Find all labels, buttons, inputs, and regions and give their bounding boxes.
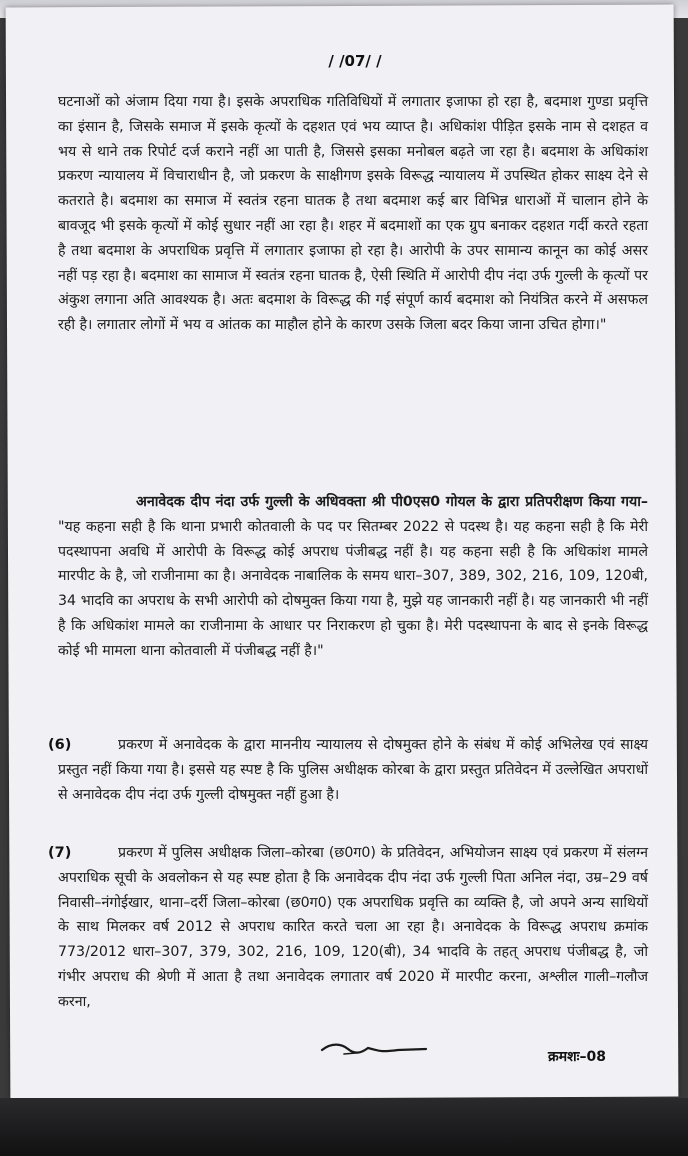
paragraph-6: प्रकरण में अनावेदक के द्वारा माननीय न्यायालय से दोषमुक्त होने के संबंध में कोई अभिलेख एवं साक्ष्य प्रस्तुत नहीं किया गया है। इससे यह स्पष्ट है कि पुलिस अधीक्षक कोरबा के द्वारा प्रस्तुत प्रतिवेदन में उल्लेखित अपराधों से अनावेदक दीप नंदा उर्फ गुल्ली दोषमुक्त नहीं हुआ है। [58, 737, 648, 803]
paragraph-2-body: "यह कहना सही है कि थाना प्रभारी कोतवाली के पद पर सितम्बर 2022 से पदस्थ है। यह कहना सही है कि मेरी पदस्थापना अवधि में आरोपी के विरूद्ध कोई अपराध पंजीबद्ध नहीं है। यह कहना सही है कि अधिकांश मामले मारपीट के है, जो राजीनामा का है। अनावेदक नाबालिक के समय धारा–307, 389, 302, 216, 109, 120बी, 34 भादवि का अपराध के सभी आरोपी को दोषमुक्त किया गया है, मुझे यह जानकारी नहीं है। यह जानकारी भी नहीं है कि अधिकांश मामले का राजीनामा के आधार पर निराकरण हो चुका है। मेरी पदस्थापना के बाद से इनके विरूद्ध कोई भी मामला थाना कोतवाली में पंजीबद्ध नहीं है।" [58, 518, 648, 659]
paragraph-1: घटनाओं को अंजाम दिया गया है। इसके अपराधिक गतिविधियों में लगातार इजाफा हो रहा है, बदमाश गुण्डा प्रवृत्ति का इंसान है, जिसके समाज में इसके कृत्यों के दहशत एवं भय व्याप्त है। अधिकांश पीड़ित इसके नाम से दशहत व भय से थाने तक रिपोर्ट दर्ज कराने नहीं आ पाती है, जिससे इसका मनोबल बढ़ते जा रहा है। बदमाश के अधिकांश प्रकरण न्यायालय में विचाराधीन है, जो प्रकरण के साक्षीगण इसके विरूद्ध न्यायालय में उपस्थित होकर साक्ष्य देने से कतराते है। बदमाश का समाज में स्वतंत्र रहना घातक है तथा बदमाश कई बार विभिन्न धाराओं में चालान होने के बावजूद भी इसके कृत्यों में कोई सुधार नहीं आ रहा है। शहर में बदमाशों का एक ग्रुप बनाकर दहशत गर्दी करते रहता है तथा बदमाश के अपराधिक प्रवृत्ति में लगातार इजाफा हो रहा है। आरोपी के उपर सामान्य कानून का कोई असर नहीं पड़ रहा है। बदमाश का सामाज में स्वतंत्र रहना घातक है, ऐसी स्थिति में आरोपी दीप नंदा उर्फ गुल्ली के कृत्यों पर अंकुश लगाना अति आवश्यक है। अतः बदमाश के विरूद्ध की गई संपूर्ण कार्य बदमाश को नियंत्रित करने में असफल रही है। लगातार लोगों में भय व आंतक का माहौल होने के कारण उसके जिला बदर किया जाना उचित होगा।" [58, 94, 648, 334]
paragraph-6-number: (6) [48, 737, 72, 753]
paragraph-2-lead: अनावेदक दीप नंदा उर्फ गुल्ली के अधिवक्ता श्री पी0एस0 गोयल के द्वारा प्रतिपरीक्षण किया गया– [136, 494, 648, 510]
signature [320, 1038, 430, 1060]
paragraph-7: प्रकरण में पुलिस अधीक्षक जिला–कोरबा (छ0ग0) के प्रतिवेदन, अभियोजन साक्ष्य एवं प्रकरण में संलग्न अपराधिक सूची के अवलोकन से यह स्पष्ट होता है कि अनावेदक दीप नंदा उर्फ गुल्ली पिता अनिल नंदा, उम्र–29 वर्ष निवासी–नंगोईखार, थाना–दर्री जिला–कोरबा (छ0ग0) एक अपराधिक प्रवृत्ति का व्यक्ति है, जो अपने अन्य साथियों के साथ मिलकर वर्ष 2012 से अपराध कारित करते चला आ रहा है। अनावेदक के विरूद्ध अपराध क्रमांक 773/2012 धारा–307, 379, 302, 216, 109, 120(बी), 34 भादवि के तहत् अपराध पंजीबद्ध है, जो गंभीर अपराध की श्रेणी में आता है तथा अनावेदक लगातार वर्ष 2020 में मारपीट करना, अश्लील गाली–गलौज करना, [58, 845, 648, 1010]
paragraph-2 [58, 490, 648, 664]
background-surface [0, 1098, 688, 1156]
continuation-note: क्रमशः–08 [548, 1049, 606, 1065]
page-number: / /07/ / [328, 52, 382, 70]
paragraph-7-number: (7) [48, 845, 72, 861]
